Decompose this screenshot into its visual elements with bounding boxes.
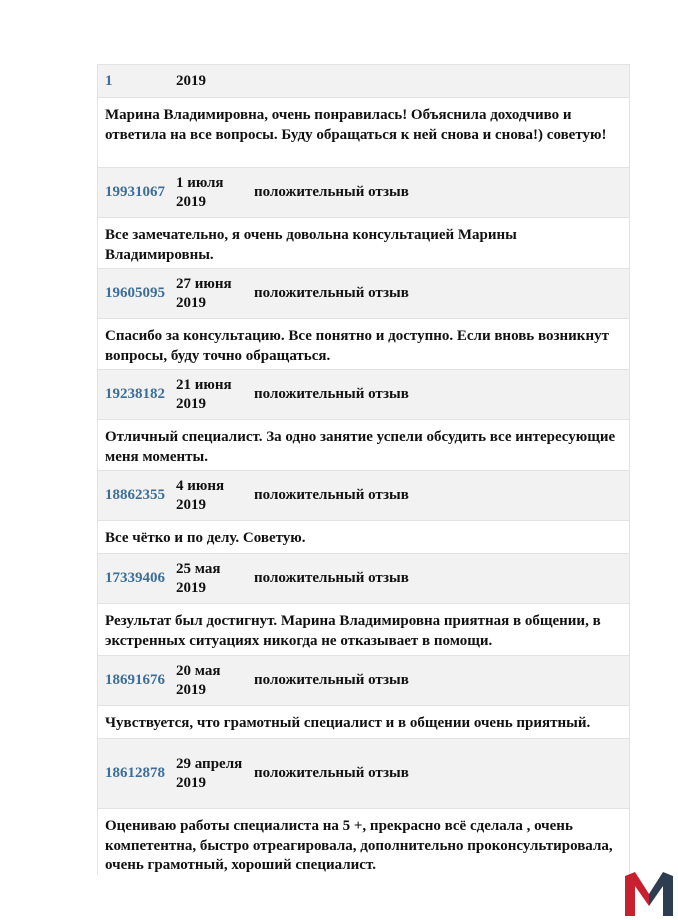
m-logo-icon (625, 872, 673, 916)
review-header-row (98, 65, 629, 98)
review-header-row (98, 269, 629, 319)
review-id[interactable]: 18862355 (105, 487, 165, 504)
review-type: положительный отзыв (254, 487, 409, 504)
review-header-row (98, 739, 629, 809)
review-id[interactable]: 18612878 (105, 765, 165, 782)
review-date: 20 мая 2019 (176, 663, 221, 698)
review-type: положительный отзыв (254, 672, 409, 689)
review-header-row (98, 168, 629, 218)
reviews-table (97, 64, 630, 875)
review-id[interactable]: 18691676 (105, 672, 165, 689)
review-text: Все замечательно, я очень довольна консультацией Марины Владимировны. (98, 218, 629, 269)
review-type: положительный отзыв (254, 184, 409, 201)
review-header-row (98, 370, 629, 420)
review-id[interactable]: 19931067 (105, 184, 165, 201)
review-text: Отличный специалист. За одно занятие успели обсудить все интересующие меня моменты. (98, 420, 629, 471)
review-type: положительный отзыв (254, 765, 409, 782)
review-text: Оцениваю работы специалиста на 5 +, прекрасно всё сделала , очень компетентна, быстро отреагировала, дополнительно проконсультировала, очень грамотный, хороший специалист. (98, 809, 629, 875)
review-type: положительный отзыв (254, 386, 409, 403)
review-date: 27 июня 2019 (176, 276, 232, 311)
review-header-row (98, 554, 629, 604)
review-date: 2019 (176, 72, 206, 89)
review-type: положительный отзыв (254, 570, 409, 587)
review-date: 21 июня 2019 (176, 377, 232, 412)
review-id[interactable]: 19238182 (105, 386, 165, 403)
review-type: положительный отзыв (254, 285, 409, 302)
review-id[interactable]: 1 (105, 72, 113, 89)
review-header-row (98, 471, 629, 521)
review-text: Спасибо за консультацию. Все понятно и доступно. Если вновь возникнут вопросы, буду точно обращаться. (98, 319, 629, 370)
review-date: 1 июля 2019 (176, 175, 224, 210)
review-header-row (98, 656, 629, 706)
review-id[interactable]: 17339406 (105, 570, 165, 587)
review-date: 25 мая 2019 (176, 561, 221, 596)
review-text: Марина Владимировна, очень понравилась! Объяснила доходчиво и ответила на все вопросы. Буду обращаться к ней снова и снова!) советую! (98, 98, 629, 168)
review-text: Чувствуется, что грамотный специалист и в общении очень приятный. (98, 706, 629, 739)
review-date: 29 апреля 2019 (176, 756, 243, 791)
review-date: 4 июня 2019 (176, 478, 225, 513)
review-text: Все чётко и по делу. Советую. (98, 521, 629, 554)
review-id[interactable]: 19605095 (105, 285, 165, 302)
review-text: Результат был достигнут. Марина Владимировна приятная в общении, в экстренных ситуациях никогда не отказывает в помощи. (98, 604, 629, 656)
